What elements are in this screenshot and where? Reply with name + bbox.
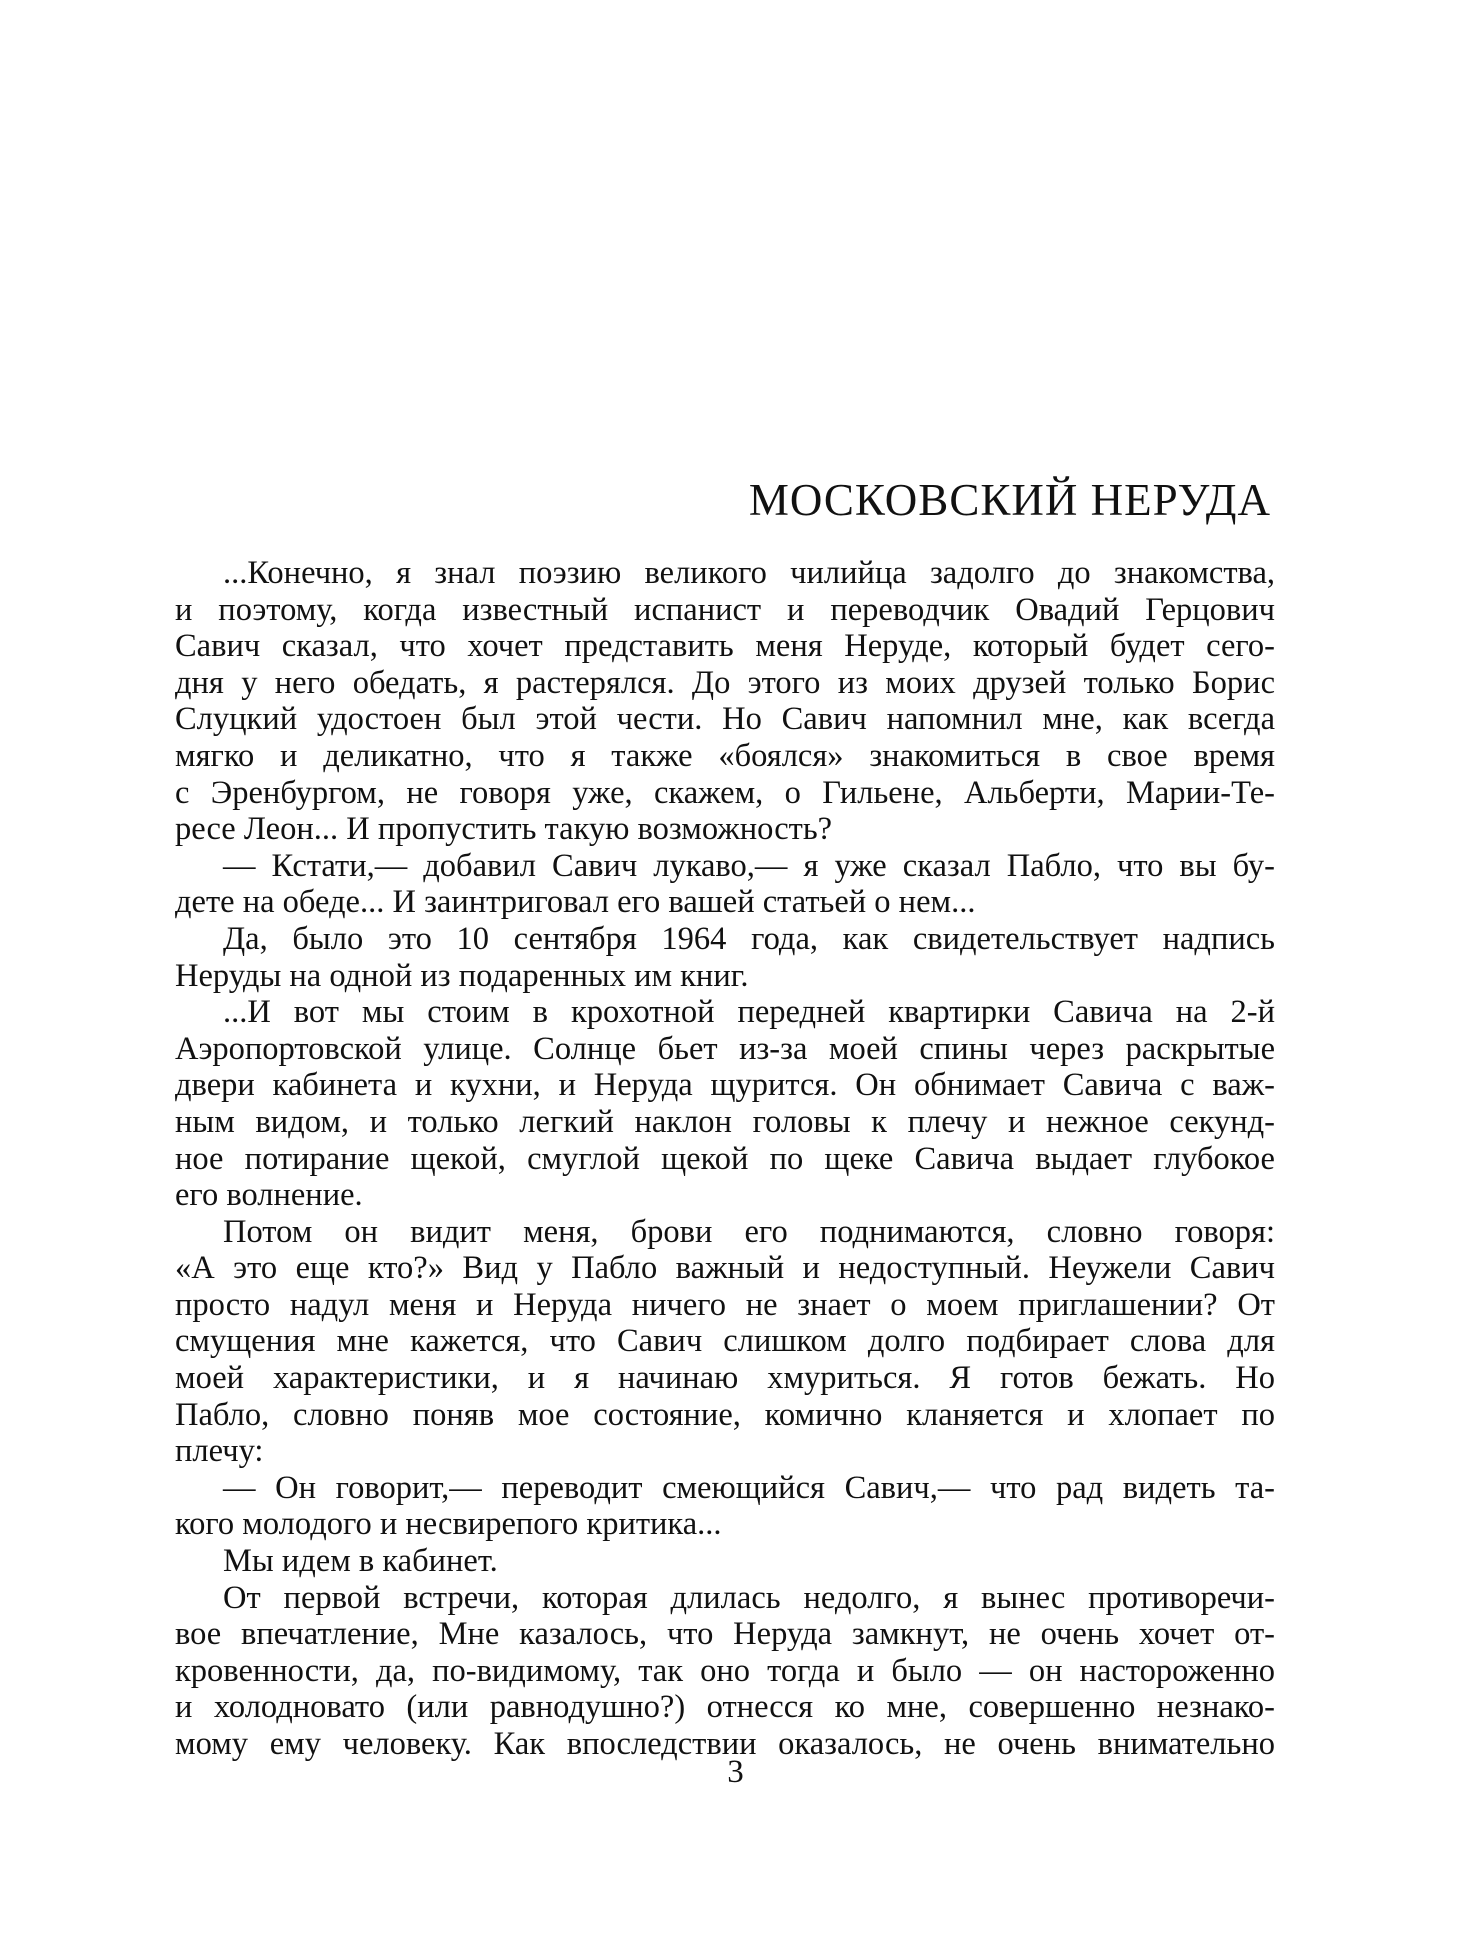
text-line: ным видом, и только легкий наклон головы к плечу и нежное секунд- — [175, 1103, 1275, 1140]
chapter-title: МОСКОВСКИЙ НЕРУДА — [748, 475, 1271, 525]
text-line: «А это еще кто?» Вид у Пабло важный и недоступный. Неужели Савич — [175, 1250, 1275, 1287]
text-line: Потом он видит меня, брови его поднимаются, словно говоря: — [223, 1213, 1275, 1250]
text-line: и холодновато (или равнодушно?) отнесся ко мне, совершенно незнако- — [175, 1689, 1275, 1726]
text-line: просто надул меня и Неруда ничего не знает о моем приглашении? От — [175, 1286, 1275, 1323]
text-line: — Он говорит,— переводит смеющийся Савич,— что рад видеть та- — [223, 1469, 1275, 1506]
page-number: 3 — [727, 1754, 744, 1790]
text-line: ...И вот мы стоим в крохотной передней квартирки Савича на 2-й — [223, 994, 1275, 1031]
text-line: Савич сказал, что хочет представить меня Неруде, который будет сего- — [175, 628, 1275, 665]
text-line: с Эренбургом, не говоря уже, скажем, о Гильене, Альберти, Марии-Те- — [175, 774, 1275, 811]
text-line: ное потирание щекой, смуглой щекой по щеке Савича выдает глубокое — [175, 1140, 1275, 1177]
text-line: ...Конечно, я знал поэзию великого чилийца задолго до знакомства, — [223, 555, 1275, 591]
text-line: мягко и деликатно, что я также «боялся» знакомиться в свое время — [175, 737, 1275, 774]
text-line: дня у него обедать, я растерялся. До этого из моих друзей только Борис — [175, 664, 1275, 701]
text-line: мому ему человеку. Как впоследствии оказалось, не очень внимательно — [175, 1726, 1275, 1762]
text-line: кровенности, да, по-видимому, так оно тогда и было — он настороженно — [175, 1652, 1275, 1689]
text-line: От первой встречи, которая длилась недолго, я вынес противоречи- — [223, 1579, 1275, 1616]
text-line: кого молодого и несвирепого критика... — [175, 1506, 722, 1543]
text-line: его волнение. — [175, 1177, 363, 1214]
text-line: Мы идем в кабинет. — [223, 1543, 498, 1580]
text-line: дете на обеде... И заинтриговал его вашей статьей о нем... — [175, 884, 976, 921]
text-line: Аэропортовской улице. Солнце бьет из-за моей спины через раскрытые — [175, 1030, 1275, 1067]
text-line: Неруды на одной из подаренных им книг. — [175, 957, 749, 994]
text-line: ресе Леон... И пропустить такую возможность? — [175, 811, 833, 848]
text-line: Пабло, словно поняв мое состояние, комично кланяется и хлопает по — [175, 1396, 1275, 1433]
text-line: и поэтому, когда известный испанист и переводчик Овадий Герцович — [175, 591, 1275, 628]
text-line: двери кабинета и кухни, и Неруда щурится. Он обнимает Савича с важ- — [175, 1067, 1275, 1104]
text-line: смущения мне кажется, что Савич слишком долго подбирает слова для — [175, 1323, 1275, 1360]
text-line: плечу: — [175, 1433, 264, 1470]
text-line: — Кстати,— добавил Савич лукаво,— я уже сказал Пабло, что вы бу- — [223, 847, 1275, 884]
text-line: моей характеристики, и я начинаю хмуриться. Я готов бежать. Но — [175, 1360, 1275, 1397]
body-text — [175, 555, 1275, 1763]
text-line: Слуцкий удостоен был этой чести. Но Савич напомнил мне, как всегда — [175, 701, 1275, 738]
text-line: вое впечатление, Мне казалось, что Неруда замкнут, не очень хочет от- — [175, 1616, 1275, 1653]
text-line: Да, было это 10 сентября 1964 года, как свидетельствует надпись — [223, 920, 1275, 957]
